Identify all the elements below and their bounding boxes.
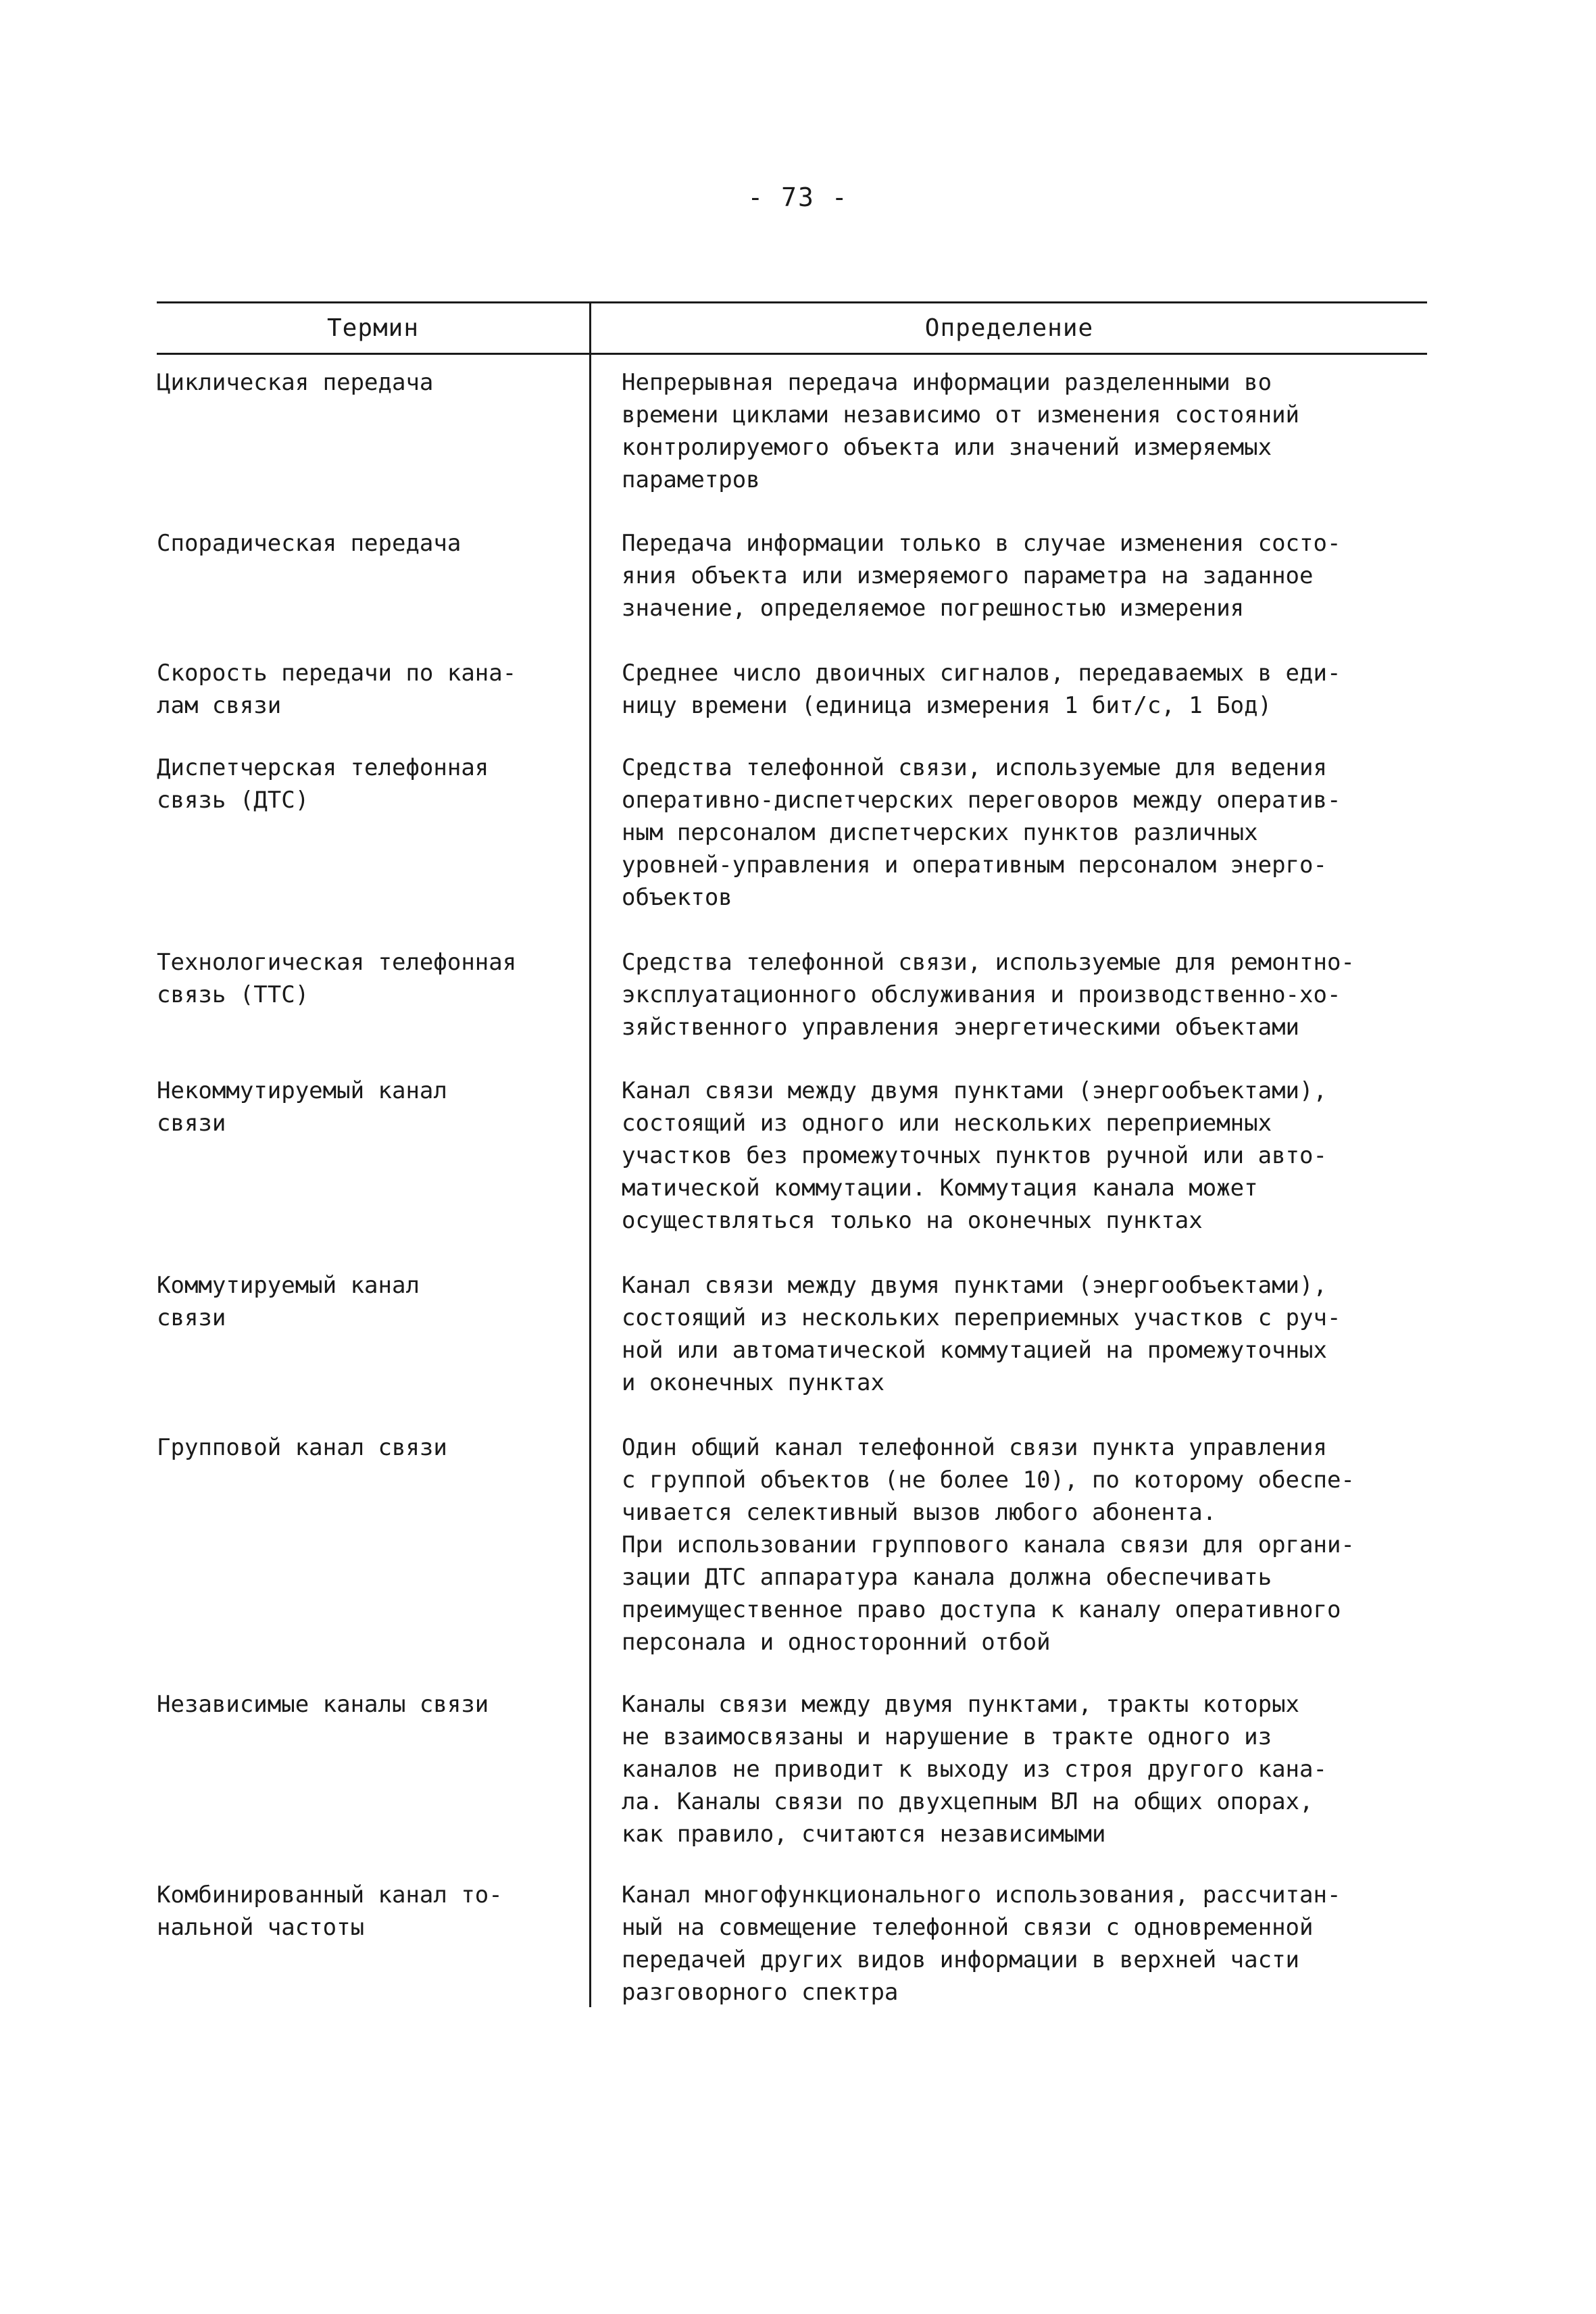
term-cell: Групповой канал связи bbox=[157, 1434, 447, 1461]
term-cell: Спорадическая передача bbox=[157, 530, 462, 557]
definition-cell: Канал связи между двумя пунктами (энергообъектами), состоящий из нескольких переприемных участков с руч- ной или автоматической коммутацией на промежуточных и оконечных пунктах bbox=[622, 1272, 1341, 1396]
term-cell: Циклическая передача bbox=[157, 369, 434, 396]
term-cell: Технологическая телефонная связь (ТТС) bbox=[157, 949, 517, 1008]
page-number: - 73 - bbox=[747, 182, 849, 212]
term-cell: Некоммутируемый канал связи bbox=[157, 1077, 447, 1137]
definition-cell: Канал связи между двумя пунктами (энергообъектами), состоящий из одного или нескольких переприемных участков без промежуточных пунктов ручной или авто- матической коммутации. Коммутация канала может осуществляться только на оконечных пунктах bbox=[622, 1077, 1327, 1234]
definition-cell: Средства телефонной связи, используемые для ведения оперативно-диспетчерских переговоров между оператив- ным персоналом диспетчерских пунктов различных уровней-управления и оперативным персоналом энерго- объектов bbox=[622, 754, 1341, 911]
definition-cell: Канал многофункционального использования, рассчитан- ный на совмещение телефонной связи с одновременной передачей других видов информации в верхней части разговорного спектра bbox=[622, 1881, 1341, 2006]
header-term: Термин bbox=[326, 314, 420, 342]
term-cell: Диспетчерская телефонная связь (ДТС) bbox=[157, 754, 489, 814]
definition-cell: Среднее число двоичных сигналов, передаваемых в еди- ницу времени (единица измерения 1 бит/с, 1 Бод) bbox=[622, 660, 1341, 719]
definition-cell: Каналы связи между двумя пунктами, тракты которых не взаимосвязаны и нарушение в тракте одного из каналов не приводит к выходу из строя другого кана- ла. Каналы связи по двухцепным ВЛ на общих опорах, как правило, считаются независимыми bbox=[622, 1691, 1327, 1848]
term-cell: Коммутируемый канал связи bbox=[157, 1272, 420, 1331]
term-cell: Комбинированный канал то- нальной частоты bbox=[157, 1881, 503, 1941]
table-header-rule bbox=[157, 353, 1427, 355]
definition-cell: Средства телефонной связи, используемые для ремонтно- эксплуатационного обслуживания и производственно-хо- зяйственного управления энергетическими объектами bbox=[622, 949, 1355, 1041]
term-cell: Независимые каналы связи bbox=[157, 1691, 489, 1718]
header-definition: Определение bbox=[924, 314, 1094, 342]
definition-cell: Непрерывная передача информации разделенными во времени циклами независимо от изменения состояний контролируемого объекта или значений измеряемых параметров bbox=[622, 369, 1300, 493]
column-divider bbox=[589, 301, 591, 2007]
term-cell: Скорость передачи по кана- лам связи bbox=[157, 660, 517, 719]
definition-cell: Передача информации только в случае изменения состо- яния объекта или измеряемого параметра на заданное значение, определяемое погрешностью измерения bbox=[622, 530, 1341, 622]
definition-cell: Один общий канал телефонной связи пункта управления с группой объектов (не более 10), по которому обеспе- чивается селективный вызов любого абонента. При использовании группового канала связи для органи- зации ДТС аппаратура канала должна обеспечивать преимущественное право доступа к каналу оперативного персонала и односторонний отбой bbox=[622, 1434, 1355, 1656]
table-top-rule bbox=[157, 301, 1427, 303]
